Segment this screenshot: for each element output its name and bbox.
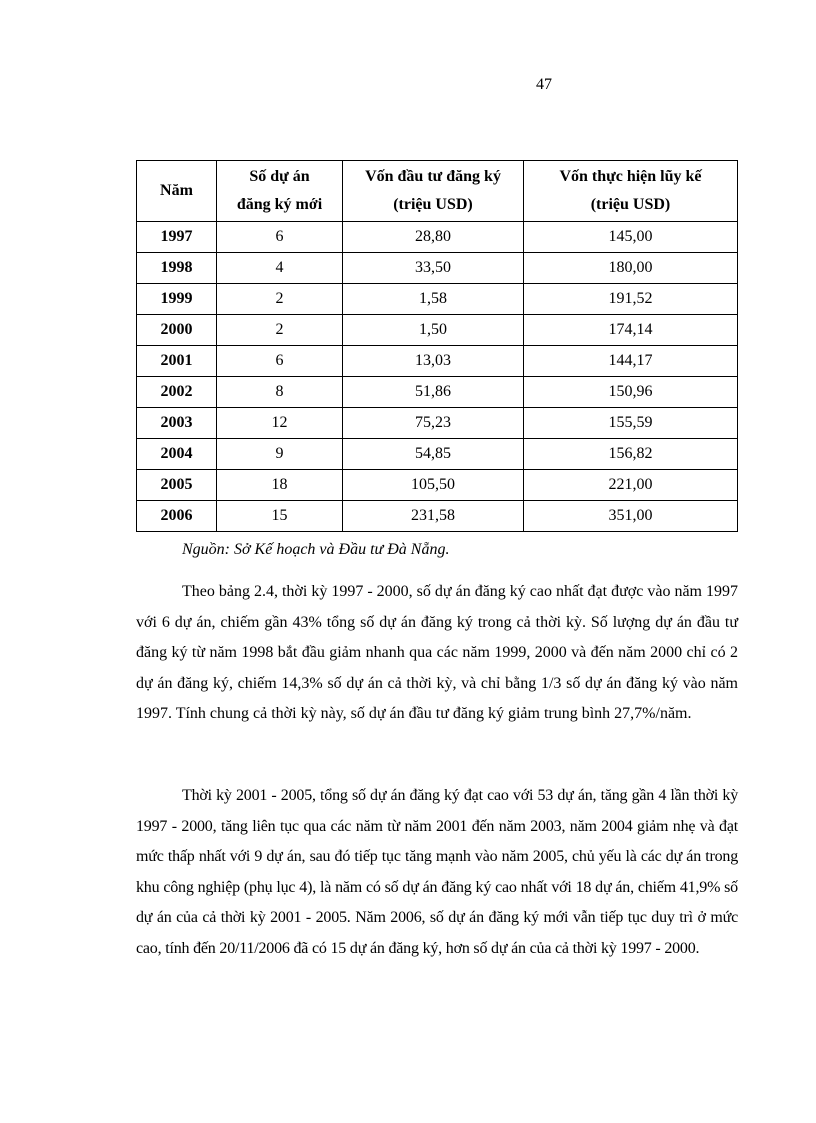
cell-cumulative-capital: 150,96 <box>524 377 738 408</box>
cell-registered-capital: 54,85 <box>343 439 524 470</box>
table-row <box>137 408 738 439</box>
cell-cumulative-capital: 145,00 <box>524 222 738 253</box>
cell-cumulative-capital: 144,17 <box>524 346 738 377</box>
header-registered-capital <box>343 161 524 222</box>
cell-project-count: 2 <box>217 315 343 346</box>
cell-cumulative-capital: 155,59 <box>524 408 738 439</box>
cell-project-count: 8 <box>217 377 343 408</box>
cell-cumulative-capital: 174,14 <box>524 315 738 346</box>
table-row <box>137 253 738 284</box>
cell-registered-capital: 1,50 <box>343 315 524 346</box>
cell-year: 2004 <box>137 439 217 470</box>
cell-registered-capital: 13,03 <box>343 346 524 377</box>
table-row <box>137 377 738 408</box>
cell-cumulative-capital: 180,00 <box>524 253 738 284</box>
table-row <box>137 315 738 346</box>
header-cumulative-capital <box>524 161 738 222</box>
cell-project-count: 9 <box>217 439 343 470</box>
cell-project-count: 15 <box>217 501 343 532</box>
header-line: (triệu USD) <box>590 196 671 213</box>
cell-year: 2005 <box>137 470 217 501</box>
cell-year: 2001 <box>137 346 217 377</box>
table-row <box>137 346 738 377</box>
table-row <box>137 439 738 470</box>
cell-registered-capital: 1,58 <box>343 284 524 315</box>
cell-project-count: 4 <box>217 253 343 284</box>
header-year <box>137 161 217 222</box>
cell-year: 2006 <box>137 501 217 532</box>
cell-year: 1999 <box>137 284 217 315</box>
table-row <box>137 470 738 501</box>
table-row <box>137 501 738 532</box>
cell-year: 2000 <box>137 315 217 346</box>
cell-project-count: 6 <box>217 346 343 377</box>
table-row <box>137 284 738 315</box>
cell-year: 1998 <box>137 253 217 284</box>
header-line: Số dự án <box>249 168 310 185</box>
header-line: Vốn thực hiện lũy kế <box>559 168 702 185</box>
cell-project-count: 2 <box>217 284 343 315</box>
body-paragraph: Thời kỳ 2001 - 2005, tổng số dự án đăng ký đạt cao với 53 dự án, tăng gần 4 lần thời kỳ 1997 - 2000, tăng liên tục qua các năm từ năm 2001 đến năm 2003, năm 2004 giảm nhẹ và đạt mức thấp nhất với 9 dự án, sau đó tiếp tục tăng mạnh vào năm 2005, chủ yếu là các dự án trong khu công nghiệp (phụ lục 4), là năm có số dự án đăng ký cao nhất với 18 dự án, chiếm 41,9% số dự án của cả thời kỳ 2001 - 2005. Năm 2006, số dự án đăng ký mới vẫn tiếp tục duy trì ở mức cao, tính đến 20/11/2006 đã có 15 dự án đăng ký, hơn số dự án của cả thời kỳ 1997 - 2000. <box>136 787 738 957</box>
cell-project-count: 12 <box>217 408 343 439</box>
header-line: (triệu USD) <box>393 196 473 213</box>
cell-cumulative-capital: 221,00 <box>524 470 738 501</box>
cell-registered-capital: 28,80 <box>343 222 524 253</box>
header-project-count <box>217 161 343 222</box>
cell-cumulative-capital: 351,00 <box>524 501 738 532</box>
table-row <box>137 222 738 253</box>
page-number: 47 <box>536 76 552 93</box>
cell-cumulative-capital: 156,82 <box>524 439 738 470</box>
cell-year: 2003 <box>137 408 217 439</box>
cell-year: 2002 <box>137 377 217 408</box>
header-line: Vốn đầu tư đăng ký <box>365 168 501 185</box>
header-line: đăng ký mới <box>236 196 323 213</box>
investment-table <box>136 160 738 532</box>
cell-registered-capital: 51,86 <box>343 377 524 408</box>
cell-registered-capital: 33,50 <box>343 253 524 284</box>
table-source-note: Nguồn: Sở Kế hoạch và Đầu tư Đà Nẵng. <box>182 541 450 558</box>
cell-project-count: 18 <box>217 470 343 501</box>
table-header-row <box>137 161 738 222</box>
header-year-label: Năm <box>160 182 193 199</box>
body-paragraph: Theo bảng 2.4, thời kỳ 1997 - 2000, số dự án đăng ký cao nhất đạt được vào năm 1997 với 6 dự án, chiếm gần 43% tổng số dự án đăng ký trong cả thời kỳ. Số lượng dự án đầu tư đăng ký từ năm 1998 bắt đầu giảm nhanh qua các năm 1999, 2000 và đến năm 2000 chỉ có 2 dự án đăng ký, chiếm 14,3% số dự án cả thời kỳ, và chỉ bằng 1/3 số dự án đăng ký vào năm 1997. Tính chung cả thời kỳ này, số dự án đầu tư đăng ký giảm trung bình 27,7%/năm. <box>136 583 738 722</box>
cell-project-count: 6 <box>217 222 343 253</box>
cell-registered-capital: 75,23 <box>343 408 524 439</box>
cell-cumulative-capital: 191,52 <box>524 284 738 315</box>
cell-year: 1997 <box>137 222 217 253</box>
cell-registered-capital: 105,50 <box>343 470 524 501</box>
cell-registered-capital: 231,58 <box>343 501 524 532</box>
